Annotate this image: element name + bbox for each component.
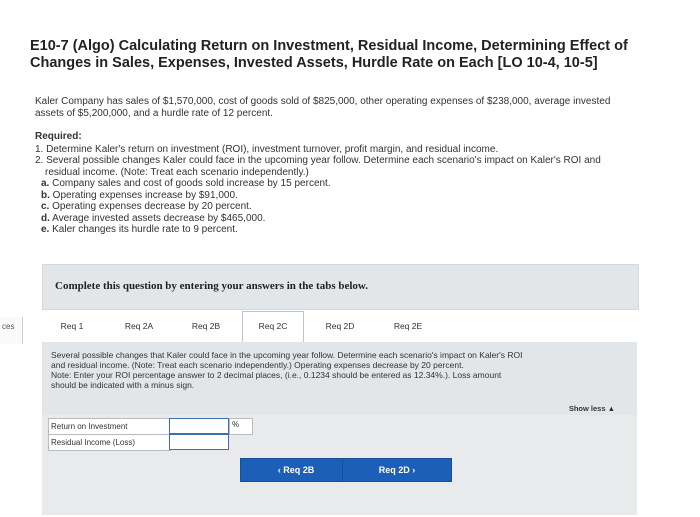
intro-line-1: Kaler Company has sales of $1,570,000, cost of goods sold of $825,000, other operating expenses of $238,000, average invested [35,96,611,107]
instruction-line-4: should be indicated with a minus sign. [51,380,195,390]
side-tab[interactable]: ces [0,317,23,344]
tab-req-2b[interactable]: Req 2B [191,321,221,331]
scenario-c [35,201,695,213]
tab-instructions [51,350,631,390]
scenario-d [35,213,695,225]
percent-unit: % [229,418,253,435]
next-req-button[interactable]: Req 2D › [342,458,452,482]
tab-content [42,342,637,415]
required-section [35,131,695,236]
residual-income-input[interactable] [169,434,229,450]
scenario-text: Operating expenses decrease by 20 percent. [49,201,252,212]
roi-label: Return on Investment [48,418,171,435]
required-item-2: 2. Several possible changes Kaler could face in the upcoming year follow. Determine each scenario's impact on Kaler's ROI and [35,155,601,166]
scenario-text: Average invested assets decrease by $465,000. [49,212,266,224]
instruction-panel [42,264,639,310]
scenario-text: Kaler changes its hurdle rate to 9 percent. [49,224,238,235]
tab-req-2e[interactable]: Req 2E [393,321,423,331]
scenario-text: Operating expenses increase by $91,000. [49,189,238,201]
req-tabs [42,312,637,343]
scenario-letter: c. [41,201,50,212]
required-item-1: 1. Determine Kaler's return on investment (ROI), investment turnover, profit margin, and residual income. [35,143,499,155]
scenario-a [35,178,695,190]
instruction-line-1: Several possible changes that Kaler could face in the upcoming year follow. Determine each scenario's impact on Kaler's ROI [51,350,523,360]
scenario-e [35,224,695,236]
tab-req-1[interactable]: Req 1 [60,321,84,331]
residual-income-label: Residual Income (Loss) [48,434,171,451]
question-title: E10-7 (Algo) Calculating Return on Investment, Residual Income, Determining Effect of Changes in Sales, Expenses, Invested Assets, Hurdle Rate on Each [LO 10-4, 10-5] [30,38,628,71]
intro-line-2: assets of $5,200,000, and a hurdle rate of 12 percent. [35,108,273,119]
tab-req-2c[interactable]: Req 2C [242,311,304,343]
scenario-letter: d. [41,212,50,224]
show-less-toggle[interactable]: Show less ▲ [568,404,615,413]
required-heading: Required: [35,131,82,142]
instruction-text: Complete this question by entering your answers in the tabs below. [55,280,369,292]
prev-req-button[interactable]: ‹ Req 2B [240,458,352,482]
scenario-letter: a. [41,178,50,189]
scenario-letter: b. [41,189,50,201]
required-item-2-cont: residual income. (Note: Treat each scenario independently.) [45,166,309,178]
scenario-letter: e. [41,224,50,235]
instruction-line-3: Note: Enter your ROI percentage answer to 2 decimal places, (i.e., 0.1234 should be entered as 12.34%.). Loss amount [51,370,502,380]
scenario-text: Company sales and cost of goods sold increase by 15 percent. [49,178,331,189]
roi-input[interactable] [169,418,229,434]
instruction-line-2: and residual income. (Note: Treat each scenario independently.) Operating expenses decrease by 20 percent. [51,360,464,370]
tab-req-2d[interactable]: Req 2D [325,321,355,331]
scenario-b [35,190,695,202]
tab-req-2a[interactable]: Req 2A [124,321,154,331]
question-intro [35,96,695,120]
